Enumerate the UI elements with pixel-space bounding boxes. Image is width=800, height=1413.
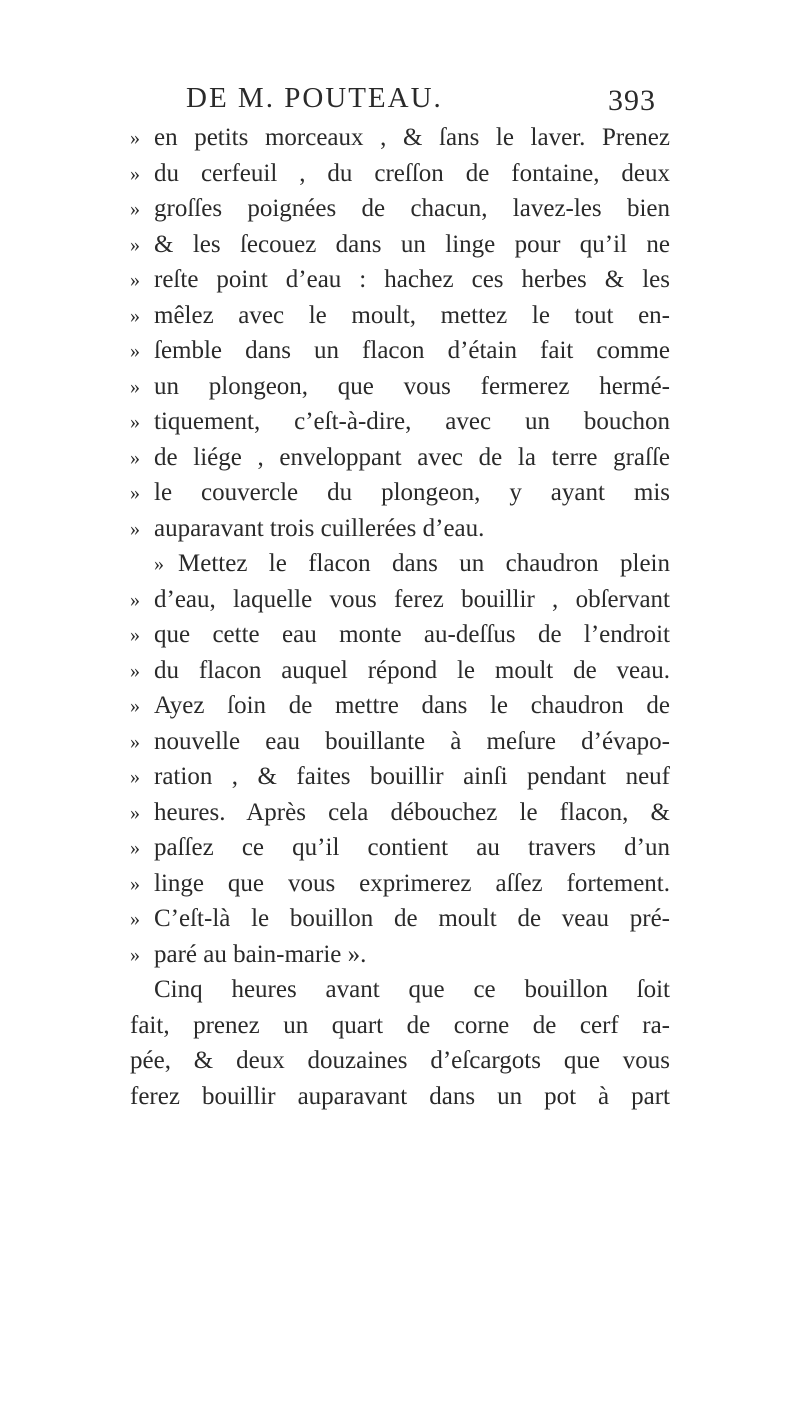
text-line (130, 511, 670, 547)
line-text: heures. Après cela débouchez le flacon, & (154, 798, 670, 826)
quote-mark: » (130, 588, 140, 611)
quote-mark: » (130, 872, 140, 895)
text-line (130, 1043, 670, 1079)
line-text: paſſez ce qu’il contient au travers d’un (154, 834, 670, 861)
quote-mark: » (130, 908, 140, 930)
body-text (130, 120, 670, 1114)
text-line (130, 759, 670, 795)
line-text: que cette eau monte au-deſſus de l’endroit (154, 621, 670, 648)
page-number: 393 (608, 84, 656, 117)
line-text: reſte point d’eau : hachez ces herbes & les (154, 266, 670, 293)
quote-mark: » (130, 162, 140, 185)
quote-mark: » (130, 801, 140, 824)
text-line (130, 582, 670, 618)
line-text: linge que vous exprimerez aſſez fortement. (154, 869, 670, 897)
line-text: C’eſt-là le bouillon de moult de veau pré- (154, 905, 670, 932)
line-text: pée, & deux douzaines d’eſcargots que vous (130, 1047, 670, 1074)
quote-mark: » (130, 446, 140, 469)
text-line (130, 1079, 670, 1115)
line-text: d’eau, laquelle vous ferez bouillir , obſervant (154, 585, 670, 613)
text-line (130, 191, 670, 227)
quote-mark: » (130, 375, 140, 398)
line-text: Ayez ſoin de mettre dans le chaudron de (154, 692, 670, 719)
text-line (130, 653, 670, 689)
text-line (130, 440, 670, 476)
line-text: du cerfeuil , du creſſon de fontaine, deux (154, 159, 670, 187)
quote-mark: » (130, 198, 140, 220)
quote-mark: » (130, 695, 140, 717)
line-text: le couvercle du plongeon, y ayant mis (154, 479, 670, 506)
text-line (130, 546, 670, 582)
text-line (130, 475, 670, 511)
text-line (130, 795, 670, 831)
text-line (130, 369, 670, 405)
line-text: Mettez le flacon dans un chaudron plein (178, 550, 670, 577)
text-line (130, 227, 670, 263)
line-text: de liége , enveloppant avec de la terre graſſe (154, 443, 670, 471)
text-line (130, 724, 670, 760)
text-line (130, 937, 670, 973)
quote-mark: » (130, 766, 140, 788)
text-line (130, 120, 670, 156)
quote-mark: » (130, 411, 140, 433)
quote-mark: » (130, 837, 140, 859)
line-text: ration , & faites bouillir ainſi pendant neuf (154, 763, 670, 790)
text-line (130, 901, 670, 937)
quote-mark: » (130, 730, 140, 753)
line-text: nouvelle eau bouillante à meſure d’évapo- (154, 727, 670, 755)
text-line (130, 404, 670, 440)
line-text: Cinq heures avant que ce bouillon ſoit (154, 976, 670, 1003)
quote-mark: » (130, 233, 140, 256)
text-line (130, 1008, 670, 1044)
text-line (130, 830, 670, 866)
running-head (186, 82, 656, 118)
running-head-title: DE M. POUTEAU. (186, 82, 443, 114)
text-line (130, 333, 670, 369)
quote-mark: » (130, 517, 140, 540)
line-text: tiquement, c’eſt-à-dire, avec un bouchon (154, 408, 670, 435)
line-text: & les ſecouez dans un linge pour qu’il ne (154, 230, 670, 258)
quote-mark: » (130, 482, 140, 504)
text-line (130, 156, 670, 192)
text-line (130, 972, 670, 1008)
quote-mark: » (130, 304, 140, 327)
line-text: groſſes poignées de chacun, lavez-les bien (154, 195, 670, 222)
quote-mark: » (130, 269, 140, 291)
line-text: mêlez avec le moult, mettez le tout en- (154, 301, 670, 329)
quote-mark: » (130, 340, 140, 362)
text-line (130, 617, 670, 653)
quote-mark: » (130, 127, 140, 149)
text-line (130, 298, 670, 334)
line-text: du flacon auquel répond le moult de veau. (154, 656, 670, 684)
line-text: auparavant trois cuillerées d’eau. (154, 514, 485, 542)
line-text: ferez bouillir auparavant dans un pot à part (130, 1082, 670, 1110)
line-text: en petits morceaux , & ſans le laver. Prenez (154, 124, 670, 151)
text-line (130, 866, 670, 902)
text-line (130, 688, 670, 724)
quote-mark: » (130, 943, 140, 966)
quote-mark: » (130, 659, 140, 682)
line-text: fait, prenez un quart de corne de cerf ra- (130, 1011, 670, 1039)
line-text: ſemble dans un flacon d’étain fait comme (154, 337, 670, 364)
line-text: paré au bain-marie ». (154, 940, 367, 968)
quote-mark: » (154, 553, 164, 575)
line-text: un plongeon, que vous fermerez hermé- (154, 372, 670, 400)
text-line (130, 262, 670, 298)
quote-mark: » (130, 624, 140, 646)
